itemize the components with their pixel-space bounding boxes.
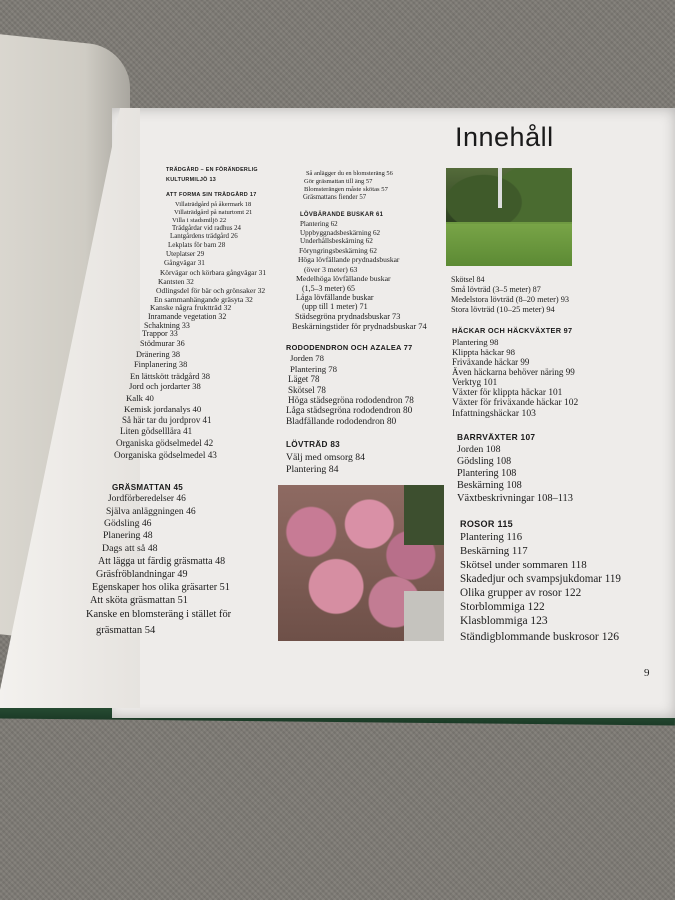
- toc-entry: Egenskaper hos olika gräsarter 51: [92, 582, 230, 593]
- toc-entry: Små lövträd (3–5 meter) 87: [451, 285, 541, 294]
- toc-section-heading: ATT FORMA SIN TRÄDGÅRD 17: [166, 192, 257, 198]
- lawn: [446, 224, 572, 266]
- toc-entry: Även häckarna behöver näring 99: [452, 367, 575, 377]
- toc-entry: Inramande vegetation 32: [148, 312, 227, 321]
- toc-entry: Schaktning 33: [144, 321, 190, 330]
- toc-entry: Dags att så 48: [102, 543, 158, 554]
- toc-entry: Växter för klippta häckar 101: [452, 388, 563, 398]
- toc-entry: Jorden 78: [290, 353, 324, 363]
- toc-entry: Plantering 78: [290, 364, 338, 374]
- toc-entry: Plantering 98: [452, 337, 499, 347]
- toc-entry: En lättskött trädgård 38: [130, 371, 211, 381]
- toc-entry: Höga lövfällande prydnadsbuskar: [298, 255, 400, 264]
- toc-entry: Plantering 84: [286, 464, 339, 475]
- toc-section-heading: TRÄDGÅRD – EN FÖRÄNDERLIG: [166, 167, 258, 173]
- toc-entry: Höga städsegröna rododendron 78: [288, 395, 414, 405]
- foliage: [404, 485, 444, 545]
- toc-entry: Jordförberedelser 46: [108, 494, 186, 504]
- toc-entry: Stora lövträd (10–25 meter) 94: [451, 305, 555, 314]
- toc-section-heading: GRÄSMATTAN 45: [112, 483, 183, 492]
- toc-entry: Själva anläggningen 46: [106, 506, 196, 517]
- toc-entry: Plantering 116: [460, 531, 523, 543]
- toc-entry: Skötsel 78: [288, 385, 326, 395]
- toc-entry: Medelstora lövträd (8–20 meter) 93: [451, 295, 569, 304]
- toc-entry: Klasblommiga 123: [460, 615, 548, 627]
- toc-entry: Organiska gödselmedel 42: [116, 438, 214, 448]
- toc-section-heading: LÖVTRÄD 83: [286, 440, 341, 449]
- toc-entry: Beskärningstider för prydnadsbuskar 74: [292, 322, 427, 331]
- toc-entry: Klippta häckar 98: [452, 347, 516, 357]
- toc-entry: Kanske en blomsteräng i stället för: [86, 609, 232, 620]
- toc-entry: Oorganiska gödselmedel 43: [114, 450, 217, 460]
- toc-entry: Så här tar du jordprov 41: [122, 415, 212, 425]
- toc-entry: Liten gödselllära 41: [120, 426, 193, 436]
- toc-entry: Bladfällande rododendron 80: [286, 417, 397, 427]
- toc-entry: Beskärning 117: [460, 545, 528, 557]
- toc-entry: Lantgårdens trädgård 26: [170, 233, 238, 240]
- toc-section-heading: KULTURMILJÖ 13: [166, 177, 217, 183]
- toc-entry: Trädgårdar vid radhus 24: [172, 225, 241, 232]
- path: [404, 591, 444, 641]
- page-number: 9: [644, 667, 650, 679]
- toc-entry: Villa i stadsmiljö 22: [172, 217, 227, 224]
- toc-entry: Läget 78: [288, 374, 320, 384]
- toc-entry: Städsegröna prydnadsbuskar 73: [295, 312, 401, 321]
- toc-entry: Välj med omsorg 84: [286, 452, 365, 463]
- toc-entry: Låga städsegröna rododendron 80: [286, 406, 413, 416]
- toc-entry: (över 3 meter) 63: [304, 265, 358, 274]
- toc-entry: Stödmurar 36: [140, 339, 185, 348]
- toc-entry: Odlingsdel för bär och grönsaker 32: [156, 286, 266, 295]
- toc-entry: Lekplats för barn 28: [168, 241, 226, 249]
- toc-entry: Storblommiga 122: [460, 601, 545, 613]
- rhododendron-photo: [278, 485, 444, 641]
- toc-entry: Gör gräsmattan till äng 57: [304, 178, 373, 185]
- toc-section-heading: HÄCKAR OCH HÄCKVÄXTER 97: [452, 326, 573, 335]
- toc-entry: Låga lövfällande buskar: [296, 293, 374, 302]
- toc-entry: Så anlägger du en blomsteräng 56: [306, 170, 393, 177]
- toc-entry: Kanske några fruktträd 32: [150, 303, 232, 312]
- toc-entry: Blomsterängen måste skötas 57: [304, 186, 388, 193]
- toc-entry: Planering 48: [103, 530, 153, 541]
- toc-entry: Skadedjur och svampsjukdomar 119: [460, 573, 621, 585]
- toc-entry: Underhållsbeskärning 62: [300, 237, 373, 245]
- toc-entry: Gödsling 46: [104, 518, 152, 529]
- toc-entry: Att sköta gräsmattan 51: [90, 595, 188, 606]
- toc-entry: Beskärning 108: [457, 480, 522, 491]
- toc-entry: Finplanering 38: [134, 360, 188, 369]
- toc-entry: Plantering 108: [457, 468, 517, 479]
- toc-section-heading: LÖVBÄRANDE BUSKAR 61: [300, 212, 384, 218]
- toc-entry: Gräsfröblandningar 49: [96, 569, 188, 580]
- toc-entry: Uteplatser 29: [166, 250, 205, 258]
- toc-entry: Infattningshäckar 103: [452, 408, 536, 419]
- toc-entry: (1,5–3 meter) 65: [302, 284, 355, 293]
- toc-entry: Dränering 38: [136, 350, 181, 359]
- toc-entry: Skötsel under sommaren 118: [460, 559, 587, 571]
- toc-entry: Olika grupper av rosor 122: [460, 587, 582, 599]
- toc-entry: Friväxande häckar 99: [452, 357, 530, 367]
- toc-entry: Trappor 33: [142, 329, 178, 338]
- toc-entry: gräsmattan 54: [96, 625, 156, 636]
- toc-entry: Att lägga ut färdig gräsmatta 48: [98, 556, 226, 567]
- toc-entry: Medelhöga lövfällande buskar: [296, 274, 391, 283]
- toc-entry: Skötsel 84: [451, 275, 485, 284]
- toc-entry: Villaträdgård på naturtomt 21: [174, 209, 253, 216]
- garden-photo: [446, 168, 572, 266]
- toc-entry: Körvägar och körbara gångvägar 31: [160, 268, 267, 277]
- toc-section-heading: RODODENDRON OCH AZALEA 77: [286, 343, 413, 352]
- toc-entry: Föryngringsbeskärning 62: [299, 246, 377, 255]
- toc-entry: Verktyg 101: [452, 377, 498, 387]
- toc-entry: Uppbyggnadsbeskärning 62: [300, 229, 381, 237]
- toc-section-heading: ROSOR 115: [460, 519, 513, 529]
- toc-section-heading: BARRVÄXTER 107: [457, 432, 536, 442]
- toc-entry: Plantering 62: [300, 220, 338, 228]
- toc-entry: Kalk 40: [126, 393, 154, 403]
- page-title: Innehåll: [455, 122, 554, 152]
- toc-entry: Ständigblommande buskrosor 126: [460, 630, 620, 643]
- toc-entry: Kemisk jordanalys 40: [124, 404, 202, 414]
- toc-entry: Jord och jordarter 38: [129, 381, 201, 391]
- toc-entry: En sammanhängande gräsyta 32: [154, 295, 253, 304]
- toc-entry: Villaträdgård på åkermark 18: [175, 201, 252, 208]
- toc-entry: (upp till 1 meter) 71: [302, 302, 368, 311]
- toc-entry: Gräsmattans fiender 57: [303, 194, 367, 201]
- toc-entry: Kantsten 32: [158, 277, 194, 286]
- toc-entry: Växtbeskrivningar 108–113: [457, 493, 573, 504]
- toc-entry: Gödsling 108: [457, 456, 512, 467]
- toc-entry: Jorden 108: [457, 444, 501, 455]
- birch-trunk: [498, 168, 502, 208]
- toc-entry: Gångvägar 31: [164, 259, 205, 267]
- toc-entry: Växter för friväxande häckar 102: [452, 398, 579, 408]
